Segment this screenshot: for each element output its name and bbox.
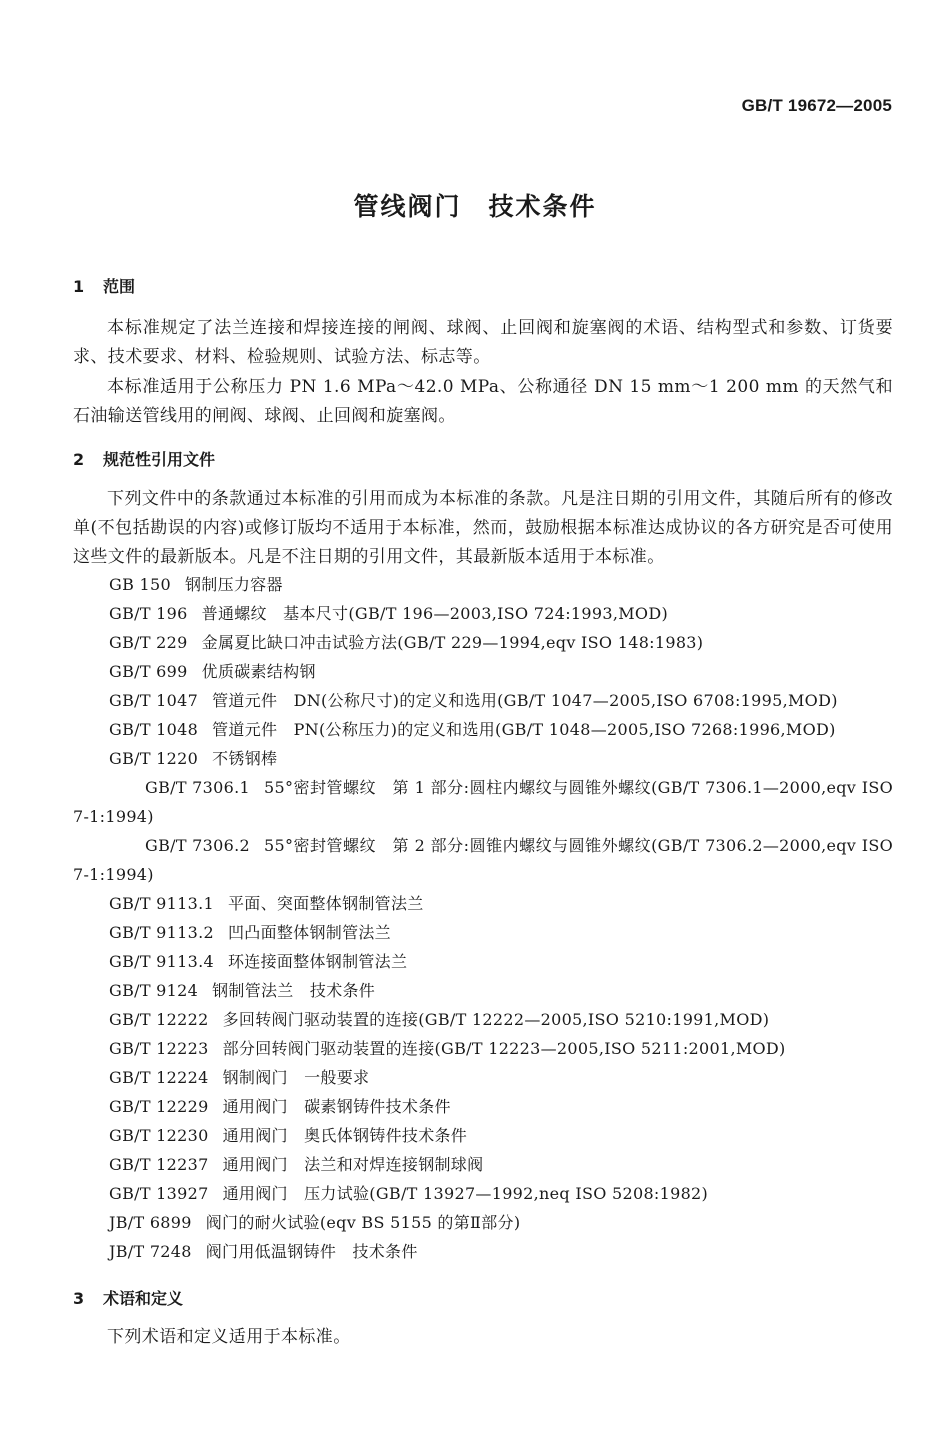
reference-title: 环连接面整体钢制管法兰	[227, 952, 408, 971]
document-title: 管线阀门 技术条件	[353, 192, 597, 221]
reference-item	[73, 715, 893, 744]
reference-title: 钢制阀门 一般要求	[222, 1068, 370, 1087]
reference-code: GB/T 7306.1	[145, 778, 250, 797]
reference-title: 钢制压力容器	[184, 575, 283, 594]
section-title: 术语和定义	[103, 1289, 184, 1308]
reference-title: 多回转阀门驱动装置的连接(GB/T 12222—2005,ISO 5210:1991,MOD)	[222, 1010, 770, 1029]
reference-code: GB/T 12237	[109, 1155, 209, 1174]
reference-item	[73, 657, 893, 686]
reference-title: 凹凸面整体钢制管法兰	[227, 923, 391, 942]
reference-item	[73, 599, 893, 628]
section-number: 2	[73, 450, 85, 469]
reference-item	[73, 1005, 893, 1034]
reference-title: 普通螺纹 基本尺寸(GB/T 196—2003,ISO 724:1993,MOD)	[201, 604, 669, 623]
reference-code: GB/T 9113.1	[109, 894, 214, 913]
paragraph: 本标准规定了法兰连接和焊接连接的闸阀、球阀、止回阀和旋塞阀的术语、结构型式和参数、订货要求、技术要求、材料、检验规则、试验方法、标志等。	[73, 318, 893, 367]
reference-code: GB/T 1047	[109, 691, 199, 710]
reference-title: 平面、突面整体钢制管法兰	[227, 894, 424, 913]
section-1-heading	[73, 274, 135, 297]
reference-code: GB/T 229	[109, 633, 188, 652]
reference-code: GB/T 12229	[109, 1097, 209, 1116]
reference-title: 金属夏比缺口冲击试验方法(GB/T 229—1994,eqv ISO 148:1983)	[201, 633, 704, 652]
reference-code: GB/T 12223	[109, 1039, 209, 1058]
reference-item	[73, 1208, 893, 1237]
reference-title: 部分回转阀门驱动装置的连接(GB/T 12223—2005,ISO 5211:2001,MOD)	[222, 1039, 786, 1058]
reference-item	[73, 976, 893, 1005]
reference-title: 阀门的耐火试验(eqv BS 5155 的第Ⅱ部分)	[205, 1213, 521, 1232]
reference-title: 阀门用低温钢铸件 技术条件	[205, 1242, 418, 1261]
reference-item	[73, 570, 893, 599]
reference-item	[73, 947, 893, 976]
reference-code: GB/T 12230	[109, 1126, 209, 1145]
reference-code: GB/T 9124	[109, 981, 199, 1000]
reference-item	[73, 1063, 893, 1092]
section-title: 范围	[103, 277, 136, 296]
reference-item	[73, 686, 893, 715]
reference-code: GB/T 7306.2	[145, 836, 250, 855]
reference-title: 通用阀门 奥氏体钢铸件技术条件	[222, 1126, 468, 1145]
paragraph: 下列文件中的条款通过本标准的引用而成为本标准的条款。凡是注日期的引用文件，其随后所有的修改单(不包括勘误的内容)或修订版均不适用于本标准，然而，鼓励根据本标准达成协议的各方研究是否可使用这些文件的最新版本。凡是不注日期的引用文件，其最新版本适用于本标准。	[73, 489, 893, 567]
reference-title: 优质碳素结构钢	[201, 662, 316, 681]
reference-code: JB/T 7248	[109, 1242, 192, 1261]
reference-code: GB/T 9113.2	[109, 923, 214, 942]
reference-title: 55°密封管螺纹 第 2 部分:圆锥内螺纹与圆锥外螺纹(GB/T 7306.2—2000,eqv ISO 7-1:1994)	[73, 836, 893, 884]
reference-code: GB/T 9113.4	[109, 952, 214, 971]
reference-title: 管道元件 PN(公称压力)的定义和选用(GB/T 1048—2005,ISO 7268:1996,MOD)	[212, 720, 836, 739]
reference-item	[73, 1034, 893, 1063]
reference-item	[73, 889, 893, 918]
reference-title: 55°密封管螺纹 第 1 部分:圆柱内螺纹与圆锥外螺纹(GB/T 7306.1—2000,eqv ISO 7-1:1994)	[73, 778, 893, 826]
standard-number: GB/T 19672—2005	[741, 96, 892, 115]
reference-title: 通用阀门 压力试验(GB/T 13927—1992,neq ISO 5208:1982)	[222, 1184, 709, 1203]
reference-item	[73, 1092, 893, 1121]
reference-code: GB/T 12222	[109, 1010, 209, 1029]
reference-title: 不锈钢棒	[212, 749, 278, 768]
reference-code: GB/T 1048	[109, 720, 199, 739]
reference-item	[73, 744, 893, 773]
reference-title: 管道元件 DN(公称尺寸)的定义和选用(GB/T 1047—2005,ISO 6708:1995,MOD)	[212, 691, 838, 710]
reference-title: 通用阀门 碳素钢铸件技术条件	[222, 1097, 451, 1116]
section-number: 1	[73, 277, 85, 296]
paragraph: 本标准适用于公称压力 PN 1.6 MPa～42.0 MPa、公称通径 DN 15 mm～1 200 mm 的天然气和石油输送管线用的闸阀、球阀、止回阀和旋塞阀。	[73, 377, 893, 426]
reference-item	[73, 918, 893, 947]
section-2-heading	[73, 447, 215, 470]
reference-code: GB/T 13927	[109, 1184, 209, 1203]
reference-item	[73, 628, 893, 657]
reference-title: 通用阀门 法兰和对焊连接钢制球阀	[222, 1155, 484, 1174]
reference-item	[73, 1237, 893, 1266]
reference-code: GB/T 196	[109, 604, 188, 623]
reference-item	[73, 1121, 893, 1150]
reference-item	[73, 773, 893, 831]
section-3-heading	[73, 1286, 183, 1309]
paragraph: 下列术语和定义适用于本标准。	[107, 1327, 351, 1347]
reference-item	[73, 1150, 893, 1179]
reference-code: JB/T 6899	[109, 1213, 192, 1232]
reference-title: 钢制管法兰 技术条件	[212, 981, 376, 1000]
reference-code: GB 150	[109, 575, 171, 594]
reference-item	[73, 1179, 893, 1208]
section-number: 3	[73, 1289, 85, 1308]
reference-code: GB/T 699	[109, 662, 188, 681]
reference-code: GB/T 12224	[109, 1068, 209, 1087]
reference-item	[73, 831, 893, 889]
reference-code: GB/T 1220	[109, 749, 199, 768]
section-title: 规范性引用文件	[103, 450, 216, 469]
reference-list	[73, 570, 893, 1266]
